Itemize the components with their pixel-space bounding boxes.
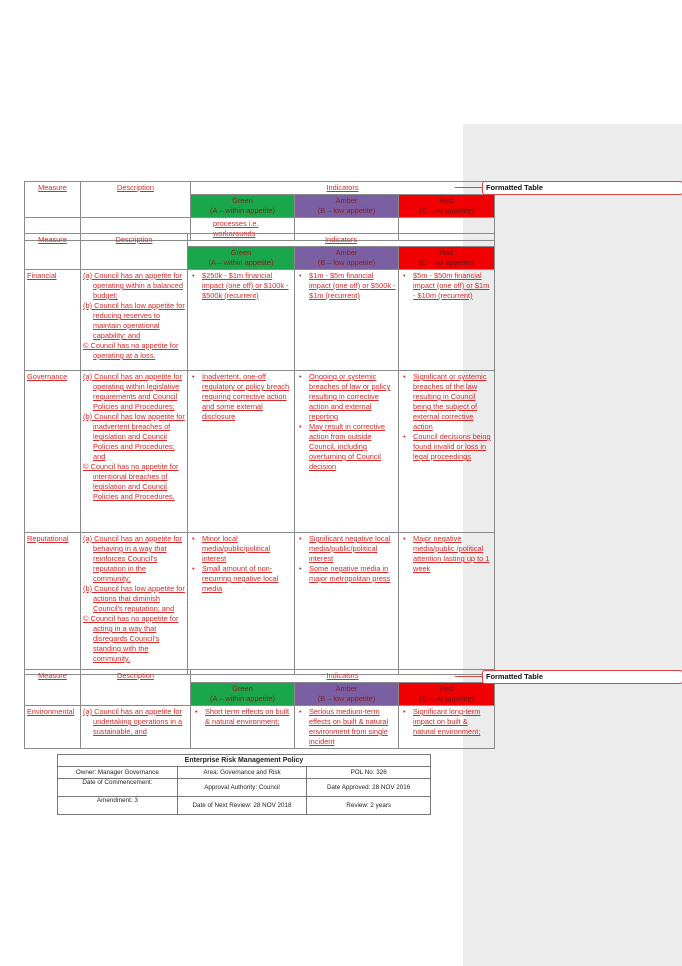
measure-header: Measure	[25, 182, 81, 218]
governance-red: • Significant or systemic breaches of the law resulting in Council being the subject of external corrective action • Council decisions being found invalid or loss in legal proceedings	[399, 371, 495, 533]
carryover-table	[24, 181, 495, 241]
amber-level: Amber (B – low appetite)	[295, 247, 399, 270]
measure-financial: Financial	[25, 270, 81, 371]
measure-reputational: Reputational	[25, 533, 81, 675]
policy-title: Enterprise Risk Management Policy	[58, 755, 431, 767]
red-level: Red (C – no appetite)	[399, 195, 495, 218]
footer-pol: POL No: 326	[307, 767, 431, 779]
financial-amber: • $1m - $5m financial impact (one off) or $500k - $1m (recurrent)	[295, 270, 399, 371]
financial-red: • $5m - $50m financial impact (one off) or $1m - $10m (recurrent)	[399, 270, 495, 371]
policy-footer	[57, 754, 431, 815]
amber-level: Amber (B – low appetite)	[295, 195, 399, 218]
red-level: Red (C – no appetite)	[399, 683, 495, 706]
amber-level: Amber (B – low appetite)	[295, 683, 399, 706]
reputational-amber: • Significant negative local media/public/political interest • Some negative media in major metropolitan press	[295, 533, 399, 675]
footer-commencement: Date of Commencement:	[58, 779, 178, 797]
footer-amendment: Amendment: 3	[58, 797, 178, 815]
footer-approved: Date Approved: 28 NOV 2016	[307, 779, 431, 797]
risk-appetite-table	[24, 233, 495, 675]
measure-header: Measure	[25, 234, 81, 270]
green-level: Green (A – within appetite)	[191, 683, 295, 706]
reputational-green: • Minor local media/public/political interest • Small amount of non-recurring negative local media	[188, 533, 295, 675]
financial-description: (a) Council has an appetite for operating within a balanced budget; (b) Council has low appetite for reducing reserves to maintain operational capability; and © Council has no appetite for operating at a loss.	[81, 270, 188, 371]
governance-green: • Inadvertent, one-off regulatory or policy breach requiring corrective action and some external disclosure	[188, 371, 295, 533]
measure-environmental: Environmental	[25, 706, 81, 749]
comment-connector	[455, 676, 483, 677]
reputational-description: (a) Council has an appetite for behaving in a way that reinforces Council's reputation in the community; (b) Council has low appetite for actions that diminish Council's reputation; and © Council has no appetite for acting in a way that disregards Council's standing with the community.	[81, 533, 188, 675]
indicators-header: Indicators	[188, 234, 495, 247]
description-header: Description	[81, 234, 188, 270]
footer-review: Review: 2 years	[307, 797, 431, 815]
table-row	[25, 706, 495, 749]
environmental-amber: • Serious medium-term effects on built & natural environment from single incident	[295, 706, 399, 749]
environmental-table	[24, 669, 495, 749]
table-row	[25, 270, 495, 371]
red-level: Red (C – no appetite)	[399, 247, 495, 270]
measure-header: Measure	[25, 670, 81, 706]
governance-description: (a) Council has an appetite for operating within legislative requirements and Council Policies and Procedures; (b) Council has low appetite for inadvertent breaches of legislation and Council Policies and Procedures; and © Council has no appetite for intentional breaches of legislation and Council Policies and Procedures.	[81, 371, 188, 533]
formatted-table-comment[interactable]: Formatted Table	[482, 670, 682, 684]
green-level: Green (A – within appetite)	[191, 195, 295, 218]
footer-owner: Owner: Manager Governance	[58, 767, 178, 779]
description-header: Description	[81, 182, 191, 218]
green-level: Green (A – within appetite)	[188, 247, 295, 270]
financial-green: • $250k - $1m financial impact (one off) or $100k - $500k (recurrent)	[188, 270, 295, 371]
measure-governance: Governance	[25, 371, 81, 533]
formatted-table-comment[interactable]: Formatted Table	[482, 181, 682, 195]
reputational-red: • Major negative media/public /political attention lasting up to 1 week	[399, 533, 495, 675]
footer-authority: Approval Authority: Council	[177, 779, 307, 797]
table-row	[25, 533, 495, 675]
comment-margin	[463, 124, 682, 966]
environmental-green: • Short term effects on built & natural environment;	[191, 706, 295, 749]
footer-next-review: Date of Next Review: 28 NOV 2018	[177, 797, 307, 815]
carryover-text: processes i.e. workarounds	[191, 218, 295, 241]
table-row	[25, 371, 495, 533]
environmental-description: (a) Council has an appetite for undertaking operations in a sustainable, and	[81, 706, 191, 749]
comment-connector	[455, 187, 483, 188]
footer-area: Area: Governance and Risk	[177, 767, 307, 779]
governance-amber: • Ongoing or systemic breaches of law or policy resulting in corrective action and external reporting • May result in corrective action from outside Council, including overturning of Council decision	[295, 371, 399, 533]
indicators-header: Indicators	[191, 182, 495, 195]
environmental-red: • Significant long-term impact on built & natural environment;	[399, 706, 495, 749]
indicators-header: Indicators	[191, 670, 495, 683]
description-header: Description	[81, 670, 191, 706]
